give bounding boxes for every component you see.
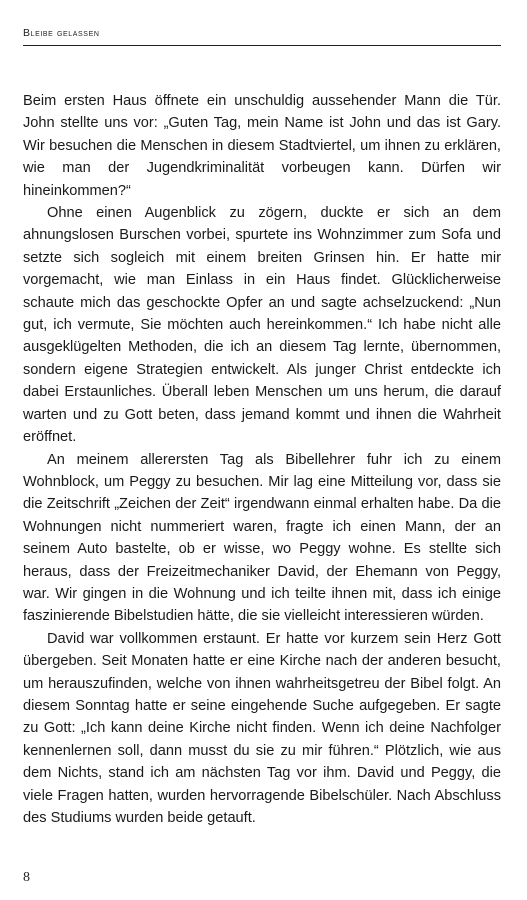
paragraph-2: Ohne einen Augenblick zu zögern, duckte er sich an dem ahnungslosen Burschen vorbei, spurtete ins Wohnzimmer zum Sofa und setzte sich sogleich mit einem breiten Grinsen hin. Er hatte mir vorgemacht, wie man Einlass in ein Haus findet. Glücklicherweise schaute mich das geschockte Opfer an und sagte achselzuckend: „Nun gut, ich vermute, Sie möchten auch hereinkommen.“ Ich habe nicht alle ausgeklügelten Methoden, die ich an diesem Tag lernte, übernommen, sondern eigene Strategien entwickelt. Als junger Christ entdeckte ich dabei Erstaunliches. Überall leben Menschen um uns herum, die darauf warten und zu Gott beten, dass jemand kommt und ihnen die Wahrheit eröffnet.	[23, 205, 501, 446]
header-rule	[23, 45, 501, 46]
body-text	[23, 90, 501, 829]
paragraph-3: An meinem allerersten Tag als Bibellehrer fuhr ich zu einem Wohnblock, um Peggy zu besuchen. Mir lag eine Mitteilung vor, dass sie die Zeitschrift „Zeichen der Zeit“ irgendwann einmal erhalten habe. Da die Wohnungen nicht nummeriert waren, fragte ich einen Mann, der an seinem Auto bastelte, ob er wisse, wo Peggy wohne. Es stellte sich heraus, dass der Freizeitmechaniker David, der Ehemann von Peggy, war. Wir gingen in die Wohnung und ich teilte ihnen mit, dass ich einige faszinierende Bibelstudien hätte, die sie vielleicht interessieren würden.	[23, 451, 501, 625]
paragraph-4: David war vollkommen erstaunt. Er hatte vor kurzem sein Herz Gott übergeben. Seit Monaten hatte er eine Kirche nach der anderen besucht, um herauszufinden, welche von ihnen wahrheitsgetreu der Bibel folgt. An diesem Sonntag hatte er seine eingehende Suche aufgegeben. Er sagte zu Gott: „Ich kann deine Kirche nicht finden. Wenn ich deine Nachfolger kennenlernen soll, dann musst du sie zu mir führen.“ Plötzlich, wie aus dem Nichts, stand ich am nächsten Tag vor ihm. David und Peggy, die viele Fragen hatten, wurden hervorragende Bibelschüler. Nach Abschluss des Studiums wurden beide getauft.	[23, 630, 501, 826]
running-head-title: Bleibe gelassen	[23, 27, 100, 39]
page-number: 8	[23, 870, 30, 885]
paragraph-1: Beim ersten Haus öffnete ein unschuldig aussehender Mann die Tür. John stellte uns vor: „Guten Tag, mein Name ist John und das ist Gary. Wir besuchen die Menschen in diesem Stadtviertel, um ihnen zu erklären, wie man der Jugendkriminalität vorbeugen kann. Dürfen wir hineinkommen?“	[23, 93, 501, 199]
